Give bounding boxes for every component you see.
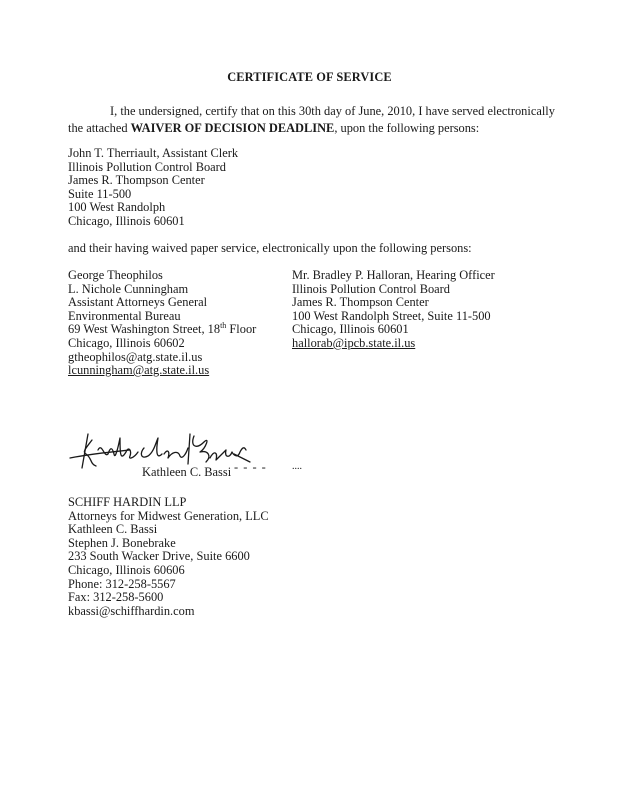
clerk-address-line: Suite 11-500 xyxy=(68,186,132,201)
firm-block xyxy=(68,495,269,617)
street-text: 69 West Washington Street, 18 xyxy=(68,322,221,337)
recipient-email-link[interactable]: lcunningham@atg.state.il.us xyxy=(68,363,210,378)
signer-name: Kathleen C. Bassi xyxy=(142,465,232,479)
recipient-building: James R. Thompson Center xyxy=(292,295,429,310)
certification-prefix: the attached xyxy=(68,121,128,136)
clerk-address-block xyxy=(68,146,238,228)
signature-line: - - - - xyxy=(234,460,267,474)
certification-paragraph xyxy=(68,104,558,135)
clerk-address-line: James R. Thompson Center xyxy=(68,173,205,188)
clerk-address-line: Chicago, Illinois 60601 xyxy=(68,213,185,228)
firm-line: Stephen J. Bonebrake xyxy=(68,535,176,550)
recipient-city: Chicago, Illinois 60602 xyxy=(68,335,185,350)
street-floor: Floor xyxy=(226,322,257,337)
clerk-address-line: John T. Therriault, Assistant Clerk xyxy=(68,146,239,160)
clerk-address-line: Illinois Pollution Control Board xyxy=(68,159,226,174)
firm-line: Kathleen C. Bassi xyxy=(68,522,158,537)
document-name: WAIVER OF DECISION DEADLINE xyxy=(130,121,335,136)
firm-line: Phone: 312-258-5567 xyxy=(68,576,176,591)
firm-email: kbassi@schiffhardin.com xyxy=(68,603,195,618)
firm-line: SCHIFF HARDIN LLP xyxy=(68,495,187,509)
recipient-street xyxy=(68,322,256,336)
recipient-bureau: Environmental Bureau xyxy=(68,308,181,323)
certification-line-2 xyxy=(68,121,558,135)
right-recipient-block xyxy=(292,268,495,350)
recipient-name: Mr. Bradley P. Halloran, Hearing Officer xyxy=(292,268,495,282)
firm-line: Chicago, Illinois 60606 xyxy=(68,562,185,577)
clerk-address-line: 100 West Randolph xyxy=(68,200,166,215)
firm-line: 233 South Wacker Drive, Suite 6600 xyxy=(68,549,250,564)
recipient-street: 100 West Randolph Street, Suite 11-500 xyxy=(292,308,491,323)
recipient-name: L. Nichole Cunningham xyxy=(68,281,189,296)
page-title: CERTIFICATE OF SERVICE xyxy=(227,70,392,84)
recipient-city: Chicago, Illinois 60601 xyxy=(292,322,409,337)
firm-line: Attorneys for Midwest Generation, LLC xyxy=(68,508,269,523)
street-ordinal: th xyxy=(220,321,227,331)
recipient-name: George Theophilos xyxy=(68,268,163,282)
recipient-email: gtheophilos@atg.state.il.us xyxy=(68,349,203,364)
left-recipient-block xyxy=(68,268,256,377)
recipient-org: Illinois Pollution Control Board xyxy=(292,281,450,296)
waived-service-intro: and their having waived paper service, electronically upon the following persons: xyxy=(68,241,472,255)
recipient-title: Assistant Attorneys General xyxy=(68,295,208,310)
signature-marks: .... xyxy=(292,461,302,472)
certification-suffix: , upon the following persons: xyxy=(334,121,480,136)
firm-line: Fax: 312-258-5600 xyxy=(68,590,164,605)
certification-line-1: I, the undersigned, certify that on this 30th day of June, 2010, I have served electronically xyxy=(110,104,555,118)
recipient-email-link[interactable]: hallorab@ipcb.state.il.us xyxy=(292,335,416,350)
